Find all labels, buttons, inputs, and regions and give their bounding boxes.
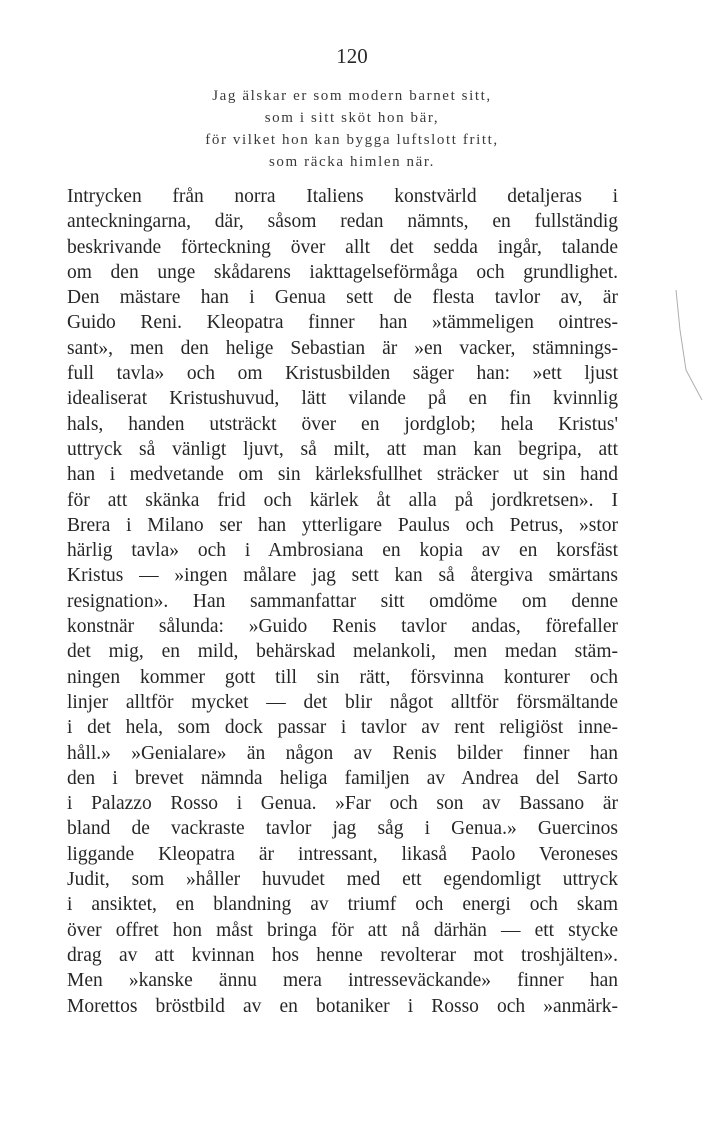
poem-line: som i sitt sköt hon bär,: [264, 110, 440, 126]
poem-line: för vilket hon kan bygga luftslott fritt,: [205, 132, 499, 148]
text-line: ningen kommer gott till sin rätt, försvinna konturer och: [67, 666, 618, 688]
poem-stanza: [0, 85, 704, 173]
text-line: om den unge skådarens iakttagelseförmåga och grundlighet.: [67, 261, 618, 283]
body-paragraph: [67, 184, 618, 1019]
text-line: över offret hon måst bringa för att nå därhän — ett stycke: [67, 919, 618, 941]
text-line: liggande Kleopatra är intressant, likaså Paolo Veroneses: [67, 843, 618, 865]
text-line: i det hela, som dock passar i tavlor av rent religiöst inne-: [67, 717, 618, 739]
text-line: han i medvetande om sin kärleksfullhet sträcker ut sin hand: [67, 464, 618, 486]
text-line: för att skänka frid och kärlek åt alla på jordkretsen». I: [67, 489, 618, 511]
text-line: idealiserat Kristushuvud, lätt vilande på en fin kvinnlig: [67, 388, 618, 410]
text-line: härlig tavla» och i Ambrosiana en kopia av en korsfäst: [67, 540, 618, 562]
text-line: det mig, en mild, behärskad melankoli, men medan stäm-: [67, 641, 618, 663]
text-line: linjer alltför mycket — det blir något alltför försmältande: [67, 691, 618, 713]
page-number: 120: [336, 44, 368, 68]
text-line: resignation». Han sammanfattar sitt omdöme om denne: [67, 590, 618, 612]
text-line: Kristus — »ingen målare jag sett kan så återgiva smärtans: [67, 565, 618, 587]
text-line: Intrycken från norra Italiens konstvärld detaljeras i: [67, 186, 618, 207]
text-line: Brera i Milano ser han ytterligare Paulus och Petrus, »stor: [67, 514, 618, 536]
poem-line: Jag älskar er som modern barnet sitt,: [212, 88, 492, 104]
text-line: sant», men den helige Sebastian är »en vacker, stämnings-: [67, 337, 618, 359]
text-line: Morettos bröstbild av en botaniker i Rosso och »anmärk-: [67, 995, 618, 1017]
text-line: uttryck så vänligt ljuvt, så milt, att man kan begripa, att: [67, 438, 618, 460]
text-line: Guido Reni. Kleopatra finner han »tämmeligen ointres-: [67, 312, 618, 334]
text-line: i Palazzo Rosso i Genua. »Far och son av Bassano är: [67, 793, 618, 815]
text-line: Den mästare han i Genua sett de flesta tavlor av, är: [67, 287, 618, 309]
page-edge-line: [676, 290, 702, 400]
text-line: drag av att kvinnan hos henne revolterar mot troshjälten».: [67, 944, 618, 966]
text-line: hals, handen utsträckt över en jordglob; hela Kristus': [67, 413, 618, 435]
text-line: håll.» »Genialare» än någon av Renis bilder finner han: [67, 742, 618, 764]
text-line: bland de vackraste tavlor jag såg i Genua.» Guercinos: [67, 818, 618, 840]
page-edge-mark: [674, 290, 704, 400]
text-line: Judit, som »håller huvudet med ett egendomligt uttryck: [67, 869, 618, 891]
text-line: konstnär sålunda: »Guido Renis tavlor andas, förefaller: [67, 616, 618, 638]
poem-line: som räcka himlen när.: [268, 154, 436, 170]
text-line: anteckningarna, där, såsom redan nämnts, en fullständig: [67, 211, 618, 233]
text-line: Men »kanske ännu mera intresseväckande» finner han: [67, 970, 618, 992]
text-line: full tavla» och om Kristusbilden säger han: »ett ljust: [67, 363, 618, 385]
text-line: i ansiktet, en blandning av triumf och energi och skam: [67, 894, 618, 916]
text-line: den i brevet nämnda heliga familjen av Andrea del Sarto: [67, 767, 618, 789]
text-line: beskrivande förteckning över allt det sedda ingår, talande: [67, 236, 618, 258]
